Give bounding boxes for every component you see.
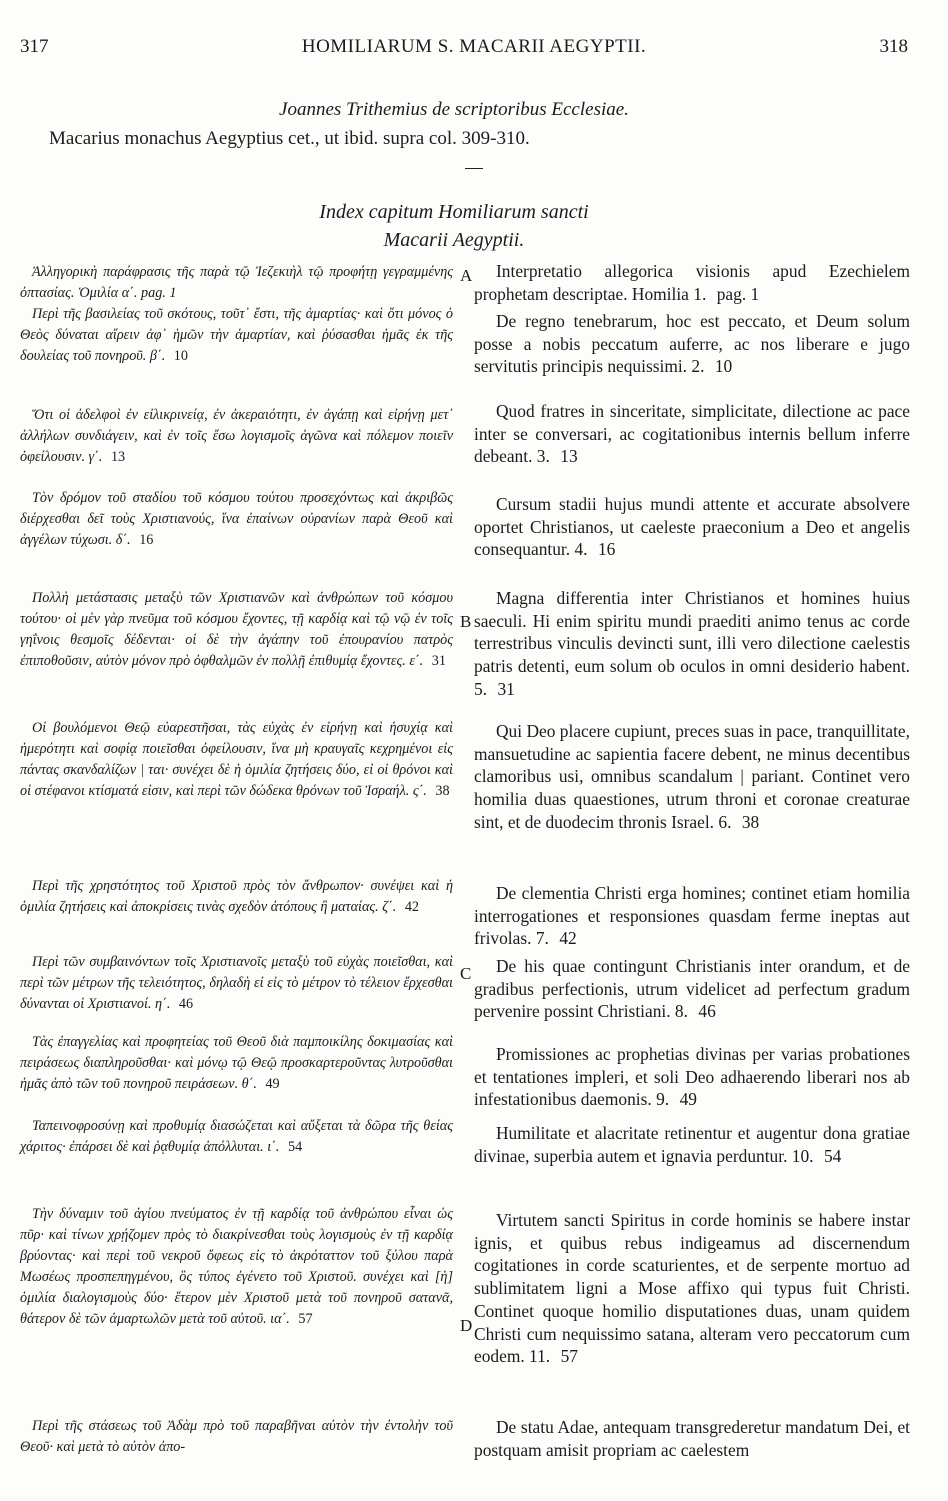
reference-trithemius: Joannes Trithemius de scriptoribus Ecclesiae.	[279, 99, 629, 120]
latin-entry	[474, 1043, 910, 1111]
margin-letter-b: B	[460, 612, 472, 631]
page-number: pag. 1	[716, 283, 760, 304]
margin-letter-d: D	[460, 1316, 473, 1335]
entry-text: De regno tenebrarum, hoc est peccato, et Deum solum posse a nobis peccatum auferre, ac nos liberare e jugo servitutis principis nequissimi. 2.	[474, 311, 910, 377]
reference-macarius: Macarius monachus Aegyptius cet., ut ibid. supra col. 309-310.	[49, 128, 530, 149]
page-number: 38	[435, 782, 450, 799]
latin-entry	[474, 1416, 910, 1461]
entry-text: Cursum stadii hujus mundi attente et accurate absolvere oportet Christianos, ut caeleste praeconium a Deo et angelis consequantur. 4.	[474, 494, 910, 560]
divider	[465, 168, 483, 169]
column-number-left: 317	[20, 36, 49, 57]
entry-text: Promissiones ac prophetias divinas per varias probationes et tentationes impleri, et soli Deo adhaerendo liberari nos ab infestationibus daemonis. 9.	[474, 1044, 910, 1110]
page-number: 31	[497, 678, 515, 699]
page-number: 42	[404, 898, 419, 915]
latin-entry	[474, 493, 910, 561]
entry-text: Τὸν δρόμον τοῦ σταδίου τοῦ κόσμου τούτου προσεχόντως καὶ ἀκριβῶς διέρχεσθαι δεῖ τοὺς Χριστιανούς, ἵνα ἐπαίνων οὐρανίων παρὰ Θεοῦ καὶ ἀγγέλων τύχωσι. δ΄.	[20, 490, 453, 548]
greek-entry	[20, 1204, 453, 1330]
greek-entry	[20, 952, 453, 1015]
latin-entry	[474, 587, 910, 701]
latin-entry	[474, 1209, 910, 1368]
latin-entry	[474, 1122, 910, 1167]
page-number: 54	[287, 1138, 303, 1155]
entry-text: Qui Deo placere cupiunt, preces suas in pace, tranquillitate, mansuetudine ac sapientia facere debent, ne minus decentibus clamoribus usi, omnibus scandalum | pariant. Continet vero homilia duas quaestiones, utrum throni et coronae creaturae sint, et de duodecim thronis Israel. 6.	[474, 721, 910, 832]
entry-text: Τὰς ἐπαγγελίας καὶ προφητείας τοῦ Θεοῦ διὰ παμποικίλης δοκιμασίας καὶ πειράσεως διαπληροῦσθαι· καὶ μόνῳ τῷ Θεῷ προσκαρτεροῦντας λυτροῦσθαι ἡμᾶς ἀπὸ τῶν τοῦ πονηροῦ πειράσεων. θ΄.	[20, 1034, 453, 1092]
page-number: 54	[823, 1145, 842, 1166]
index-title-line2: Macarii Aegyptii.	[383, 229, 525, 251]
page-number: 49	[679, 1089, 697, 1110]
latin-entry	[474, 310, 910, 378]
greek-entry	[20, 262, 453, 304]
entry-text: Τὴν δύναμιν τοῦ ἁγίου πνεύματος ἐν τῇ καρδίᾳ τοῦ ἀνθρώπου εἶναι ὡς πῦρ· καὶ τίνων χρῄζομεν πρὸς τὸ διακρίνεσθαι τοὺς λογισμοὺς ἐν τῇ καρδίᾳ βρύοντας· καὶ περὶ τοῦ νεκροῦ ὄφεως εἰς τὸ ἀκρόταττον τοῦ ξύλου παρὰ Μωσέως προσπεπηγμένου, ὃς τύπος ἐγένετο τοῦ Χριστοῦ. συνέχει καὶ [ἡ] ὁμιλία διαλογισμοὺς δύο· ἕτερον μὲν Χριστοῦ μετὰ τοῦ πονηροῦ σατανᾶ, θάτερον δὲ τῶν ἁμαρτωλῶν μετὰ τοῦ αὐτοῦ. ια΄.	[20, 1206, 453, 1327]
entry-text: Οἱ βουλόμενοι Θεῷ εὐαρεστῆσαι, τὰς εὐχὰς ἐν εἰρήνῃ καὶ ἡσυχίᾳ καὶ ἡμερότητι καὶ σοφίᾳ ποιεῖσθαι ὀφείλουσιν, ἵνα μὴ κραυγαῖς κεχρημένοι εἰς πάντας σκανδαλίζων | ται· συνέχει δὲ ἡ ὁμιλία ζητήσεις δύο, εἰ οἱ θρόνοι καὶ οἱ στέφανοι κτίσματά εἰσιν, καὶ περὶ τῶν δώδεκα θρόνων τοῦ Ἰσραήλ. ς΄.	[20, 720, 453, 799]
entry-text: Περὶ τῆς χρηστότητος τοῦ Χριστοῦ πρὸς τὸν ἄνθρωπον· συνέψει καὶ ἡ ὁμιλία ζητήσεις καὶ ἀποκρίσεις τινὰς σχεδὸν ἀτόπους ἢ ματαίας. ζ΄.	[20, 878, 453, 915]
entry-text: Πολλὴ μετάστασις μεταξὺ τῶν Χριστιανῶν καὶ ἀνθρώπων τοῦ κόσμου τούτου· οἱ μὲν γὰρ πνεῦμα τοῦ κόσμου ἔχοντες, τῇ καρδίᾳ καὶ τῷ νῷ ἐν τοῖς γηΐνοις θεσμοῖς δέδενται· οἱ δὲ τὴν ἀγάπην τοῦ ἐπουρανίου πατρὸς ἐπιποθοῦσιν, αὐτὸν μόνον πρὸ ὀφθαλμῶν ἐν πολλῇ ἐπιθυμίᾳ ἔχοντες. ε΄.	[20, 590, 453, 669]
entry-text: Humilitate et alacritate retinentur et augentur dona gratiae divinae, superbia autem et ignavia perduntur. 10.	[474, 1123, 910, 1166]
page-number: 16	[597, 539, 616, 560]
page-number: 57	[560, 1346, 578, 1367]
greek-entry	[20, 588, 453, 672]
running-title: HOMILIARUM S. MACARII AEGYPTII.	[301, 36, 647, 57]
entry-text: Περὶ τῶν συμβαινόντων τοῖς Χριστιανοῖς μεταξὺ τοῦ εὐχὰς ποιεῖσθαι, καὶ περὶ τῶν μέτρων τῆς τελειότητος, δηλαδὴ εἰ εἰς τὸ μέτρον τὸ τέλειον ἔρχεσθαι δύνανται οἱ Χριστιανοί. η΄.	[20, 954, 453, 1012]
greek-entry	[20, 1032, 453, 1095]
page-number: 31	[431, 652, 446, 669]
page-number: 46	[178, 995, 194, 1012]
page-number: 46	[698, 1001, 716, 1022]
latin-entry	[474, 400, 910, 468]
column-number-right: 318	[879, 36, 908, 57]
entry-text: Interpretatio allegorica visionis apud Ezechielem prophetam descriptae. Homilia 1.	[474, 261, 910, 304]
page-number: 57	[298, 1310, 313, 1327]
page-number: 16	[139, 531, 154, 548]
greek-entry	[20, 304, 453, 367]
entry-text: De his quae contingunt Christianis inter orandum, et de gradibus perfectionis, utrum videlicet ad perfectum gradum pervenire possint Christiani. 8.	[474, 956, 910, 1022]
page-number: 42	[559, 928, 577, 949]
greek-entry	[20, 876, 453, 918]
entry-text: De statu Adae, antequam transgrederetur mandatum Dei, et postquam amisit propriam ac caelestem	[474, 1417, 910, 1460]
latin-entry	[474, 882, 910, 950]
entry-text: Περὶ τῆς βασιλείας τοῦ σκότους, τοῦτ᾿ ἔστι, τῆς ἁμαρτίας· καὶ ὅτι μόνος ὁ Θεὸς δύναται αἴρειν ἀφ᾿ ἡμῶν τὴν ἁμαρτίαν, καὶ ῥύσασθαι ἡμᾶς ἐκ τῆς δουλείας τοῦ πονηροῦ. β΄.	[20, 306, 453, 364]
entry-text: Magna differentia inter Christianos et homines huius saeculi. Hi enim spiritu mundi praediti animo tenus ac corde terrestribus vinculis devincti sunt, illi vero dilectione caelestis patris detenti, eum solum ob oculos in omni desiderio habent. 5.	[474, 588, 910, 699]
page-number: 49	[265, 1075, 280, 1092]
page-number: 13	[560, 446, 578, 467]
page-number: 10	[714, 356, 733, 377]
page-number: 13	[110, 448, 126, 465]
entry-text: De clementia Christi erga homines; continet etiam homilia interrogationes et responsiones quasdam ferme ineptas aut frivolas. 7.	[474, 883, 910, 949]
greek-entry	[20, 405, 453, 468]
entry-text: Ἀλληγορικὴ παράφρασις τῆς παρὰ τῷ Ἰεζεκιὴλ τῷ προφήτῃ γεγραμμένης ὀπτασίας. Ὁμιλία α΄. pag. 1	[20, 264, 453, 301]
index-title-line1: Index capitum Homiliarum sancti	[319, 201, 589, 223]
page-number: 10	[173, 347, 188, 364]
margin-letter-a: A	[460, 266, 473, 285]
index-title	[0, 198, 908, 254]
entry-text: Quod fratres in sinceritate, simplicitate, dilectione ac pace inter se conversari, ac cogitationibus internis bellum inferre debeant. 3.	[474, 401, 910, 467]
page-number: 38	[741, 811, 760, 832]
entry-text: Ὅτι οἱ ἀδελφοὶ ἐν εἰλικρινείᾳ, ἐν ἀκεραιότητι, ἐν ἀγάπῃ καὶ εἰρήνῃ μετ᾿ ἀλλήλων συνδιάγειν, καὶ ἐν τοῖς ἔσω λογισμοῖς ἀγῶνα καὶ πόλεμον ποιεῖν ὀφείλουσιν. γ΄.	[20, 407, 453, 465]
margin-letter-c: C	[460, 964, 472, 983]
entry-text: Virtutem sancti Spiritus in corde hominis se habere instar ignis, et quibus rebus indigeamus ad discernendum cogitationes in corde scaturientes, et de serpente mortuo ad sublimitatem ligni a Mose affixo qui typus fuit Christi. Continet quoque homilio disputationes duas, unam quidem Christi cum nequissimo satana, alteram vero peccatorum cum eodem. 11.	[474, 1210, 910, 1367]
greek-entry	[20, 1416, 453, 1458]
entry-text: Ταπεινοφροσύνῃ καὶ προθυμίᾳ διασώζεται καὶ αὔξεται τὰ δῶρα τῆς θείας χάριτος· ἐπάρσει δὲ καὶ ῥᾳθυμίᾳ ἀπόλλυται. ι΄.	[20, 1118, 453, 1155]
entry-text: Περὶ τῆς στάσεως τοῦ Ἀδὰμ πρὸ τοῦ παραβῆναι αὐτὸν τὴν ἐντολὴν τοῦ Θεοῦ· καὶ μετὰ τὸ αὐτὸν ἀπο-	[20, 1418, 453, 1455]
latin-entry	[474, 720, 910, 834]
greek-entry	[20, 1116, 453, 1158]
greek-entry	[20, 488, 453, 551]
greek-entry	[20, 718, 453, 802]
latin-entry	[474, 260, 910, 305]
latin-entry	[474, 955, 910, 1023]
